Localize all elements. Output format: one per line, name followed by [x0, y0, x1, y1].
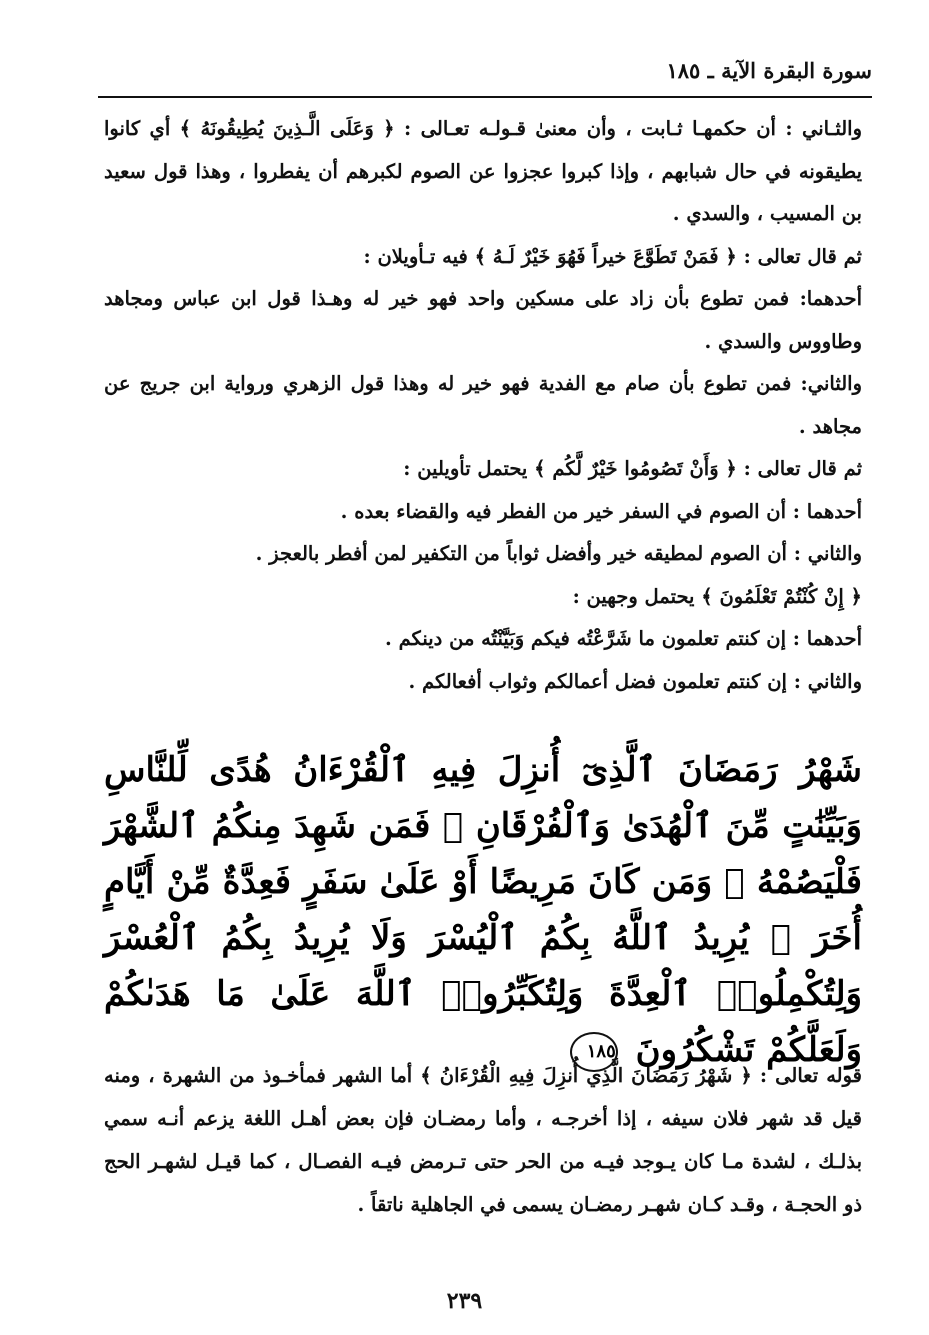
- paragraph: ﴿ إِنْ كُنْتُمْ تَعْلَمُونَ ﴾ يحتمل وجهين :: [572, 584, 862, 608]
- paragraph: والثاني : إن كنتم تعلمون فضل أعمالكم وثواب أفعالكم .: [408, 669, 862, 693]
- commentary-body: [104, 108, 862, 703]
- paragraph: أحدهما : أن الصوم في السفر خير من الفطر فيه والقضاء بعده .: [340, 499, 862, 523]
- paragraph: والثـاني : أن حكمهـا ثـابت ، وأن معنىٰ قـولـه تعـالى : ﴿ وَعَلَى الَّـذِينَ يُطِيقُونَهُ ﴾ أي كانوا يطيقونه في حال شبابهم ، وإذا كبروا عجزوا عن الصوم لكبرهم أن يفطروا ، وهذا قول سعيد بن المسيب ، والسدي .: [104, 117, 862, 225]
- paragraph: والثاني : أن الصوم لمطيقه خير وأفضل ثواباً من التكفير لمن أفطر بالعجز .: [255, 542, 862, 565]
- page-number: ٢٣٩: [446, 1288, 483, 1314]
- paragraph: والثاني: فمن تطوع بأن صام مع الفدية فهو خير له وهذا قول الزهري ورواية ابن جريج عن مجاهد .: [104, 372, 862, 438]
- paragraph: ثم قال تعالى : ﴿ وَأَنْ تَصُومُوا خَيْرٌ لَّكُم ﴾ يحتمل تأويلين :: [403, 457, 862, 480]
- page-header: [98, 56, 872, 98]
- surah-title: سورة البقرة الآية ـ ١٨٥: [666, 58, 872, 83]
- ayah-number-mark: ١٨٥: [570, 1032, 618, 1072]
- paragraph: ثم قال تعالى : ﴿ فَمَنْ تَطَوَّعَ خيراً فَهُوَ خَيْرٌ لَـهُ ﴾ فيه تـأويلان :: [363, 244, 862, 268]
- paragraph: أحدهما: فمن تطوع بأن زاد على مسكين واحد فهو خير له وهـذا قول ابن عباس ومجاهد وطاووس والسدي .: [104, 287, 862, 353]
- tafsir-paragraph: قوله تعالى : ﴿ شَهْرُ رَمَضَانَ الَّذِي أُنزِلَ فِيهِ الْقُرْءَانُ ﴾ أما الشهر فمأخـوذ من الشهرة ، ومنه قيل قد شهر فلان سيفه ، إذا أخرجـه ، وأما رمضـان فإن بعض أهـل اللغة يزعم أنـه سمي بذلـك ، لشدة مـا كان يـوجد فيـه من الحر حتى تـرمض فيـه الفصـال ، كما قيـل لشهـر الحج ذو الحجـة ، وقـد كـان شهـر رمضـان يسمى في الجاهلية ناتقاً .: [104, 1064, 862, 1216]
- verse-text: شَهْرُ رَمَضَانَ ٱلَّذِىٓ أُنزِلَ فِيهِ ٱلْقُرْءَانُ هُدًى لِّلنَّاسِ وَبَيِّنَٰتٍ مِّنَ ٱلْهُدَىٰ وَٱلْفُرْقَانِ ۚ فَمَن شَهِدَ مِنكُمُ ٱلشَّهْرَ فَلْيَصُمْهُ ۖ وَمَن كَانَ مَرِيضًا أَوْ عَلَىٰ سَفَرٍ فَعِدَّةٌ مِّنْ أَيَّامٍ أُخَرَ ۗ يُرِيدُ ٱللَّهُ بِكُمُ ٱلْيُسْرَ وَلَا يُرِيدُ بِكُمُ ٱلْعُسْرَ وَلِتُكْمِلُوا۟ ٱلْعِدَّةَ وَلِتُكَبِّرُوا۟ ٱللَّهَ عَلَىٰ مَا هَدَىٰكُمْ وَلَعَلَّكُمْ تَشْكُرُونَ: [104, 750, 862, 1070]
- quran-verse: [104, 742, 862, 1078]
- paragraph: أحدهما : إن كنتم تعلمون ما شَرَّعْتُه فيكم وَبَيَّنْتُه من دينكم .: [385, 627, 862, 650]
